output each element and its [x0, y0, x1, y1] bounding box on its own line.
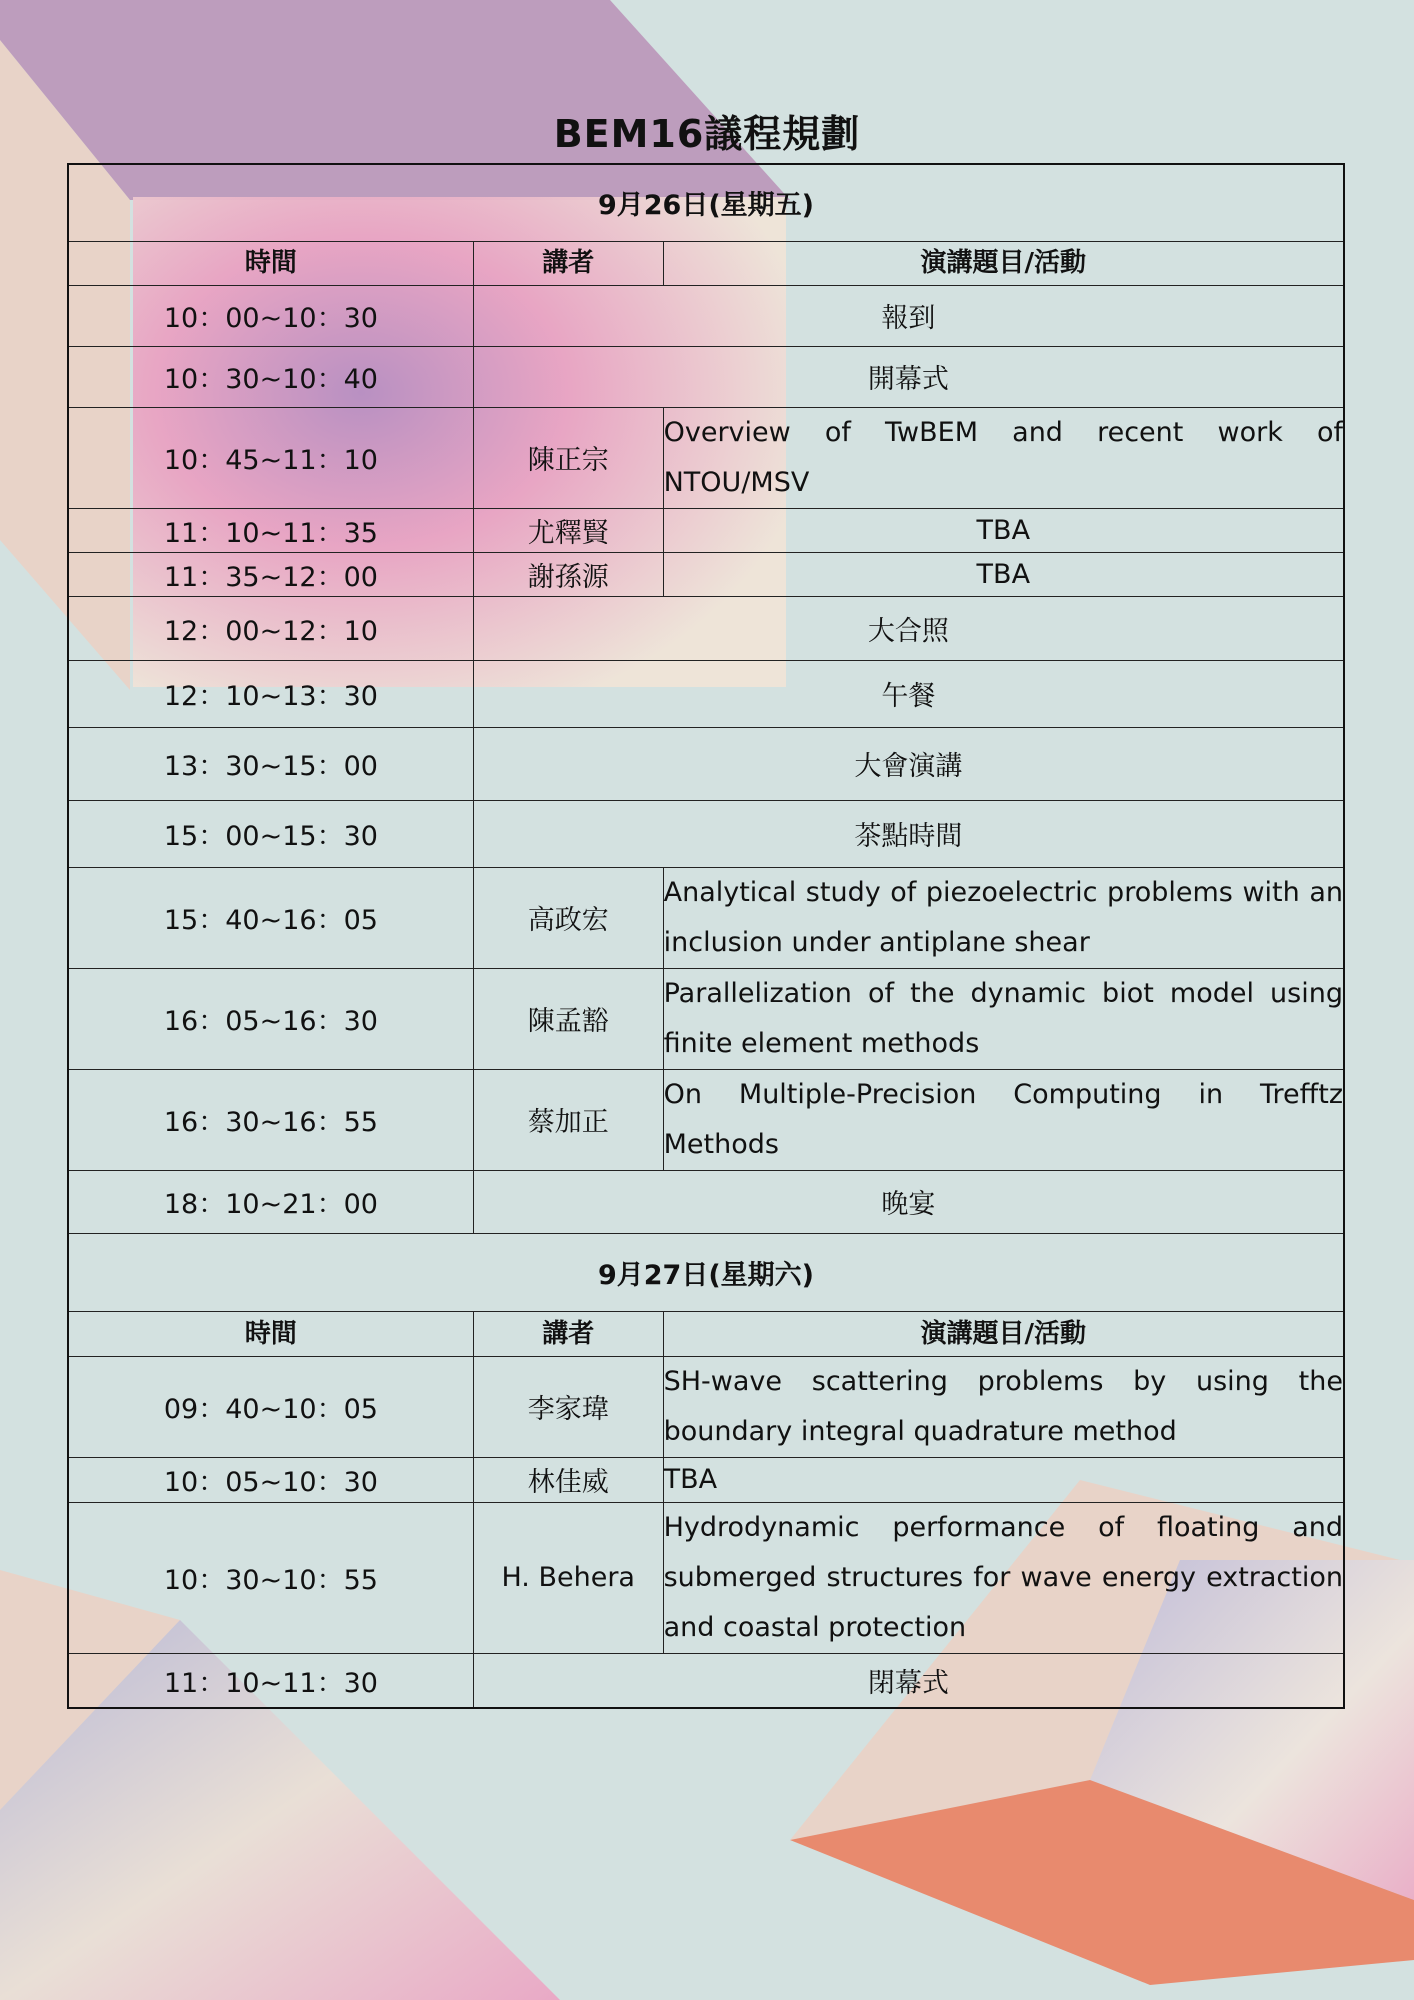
table-row — [68, 407, 1344, 508]
column-header-topic: 演講題目/活動 — [663, 241, 1344, 285]
topic-cell: TBA — [663, 1457, 1344, 1502]
topic-cell: Analytical study of piezoelectric problems with an inclusion under antiplane shear — [663, 867, 1344, 968]
day-header-row — [68, 164, 1344, 241]
activity-cell: 開幕式 — [473, 346, 1344, 407]
activity-cell: 茶點時間 — [473, 800, 1344, 867]
table-row — [68, 1356, 1344, 1457]
table-row — [68, 968, 1344, 1069]
speaker-cell: 陳孟豁 — [473, 968, 663, 1069]
speaker-cell: 謝孫源 — [473, 552, 663, 596]
table-row — [68, 1457, 1344, 1502]
speaker-cell: 林佳威 — [473, 1457, 663, 1502]
time-cell: 10：30~10：40 — [68, 346, 473, 407]
column-header-topic: 演講題目/活動 — [663, 1311, 1344, 1356]
column-header-speaker: 講者 — [473, 241, 663, 285]
speaker-cell: 李家瑋 — [473, 1356, 663, 1457]
time-cell: 13：30~15：00 — [68, 727, 473, 800]
table-row — [68, 346, 1344, 407]
table-row — [68, 596, 1344, 660]
column-header-row — [68, 241, 1344, 285]
day-label: 9月26日(星期五) — [68, 164, 1344, 241]
activity-cell: 晚宴 — [473, 1170, 1344, 1233]
topic-cell: Parallelization of the dynamic biot model using finite element methods — [663, 968, 1344, 1069]
speaker-cell: 尤釋賢 — [473, 508, 663, 552]
table-row — [68, 552, 1344, 596]
time-cell: 11：35~12：00 — [68, 552, 473, 596]
time-cell: 11：10~11：35 — [68, 508, 473, 552]
table-row — [68, 1502, 1344, 1653]
activity-cell: 午餐 — [473, 660, 1344, 727]
column-header-row — [68, 1311, 1344, 1356]
speaker-cell: 高政宏 — [473, 867, 663, 968]
table-row — [68, 1653, 1344, 1708]
topic-cell: Hydrodynamic performance of floating and submerged structures for wave energy extraction and coastal protection — [663, 1502, 1344, 1653]
topic-cell: On Multiple-Precision Computing in Trefftz Methods — [663, 1069, 1344, 1170]
time-cell: 15：00~15：30 — [68, 800, 473, 867]
time-cell: 09：40~10：05 — [68, 1356, 473, 1457]
activity-cell: 報到 — [473, 285, 1344, 346]
activity-cell: 大合照 — [473, 596, 1344, 660]
time-cell: 10：00~10：30 — [68, 285, 473, 346]
page-title: BEM16議程規劃 — [553, 112, 861, 157]
speaker-cell: 蔡加正 — [473, 1069, 663, 1170]
speaker-cell: 陳正宗 — [473, 407, 663, 508]
time-cell: 18：10~21：00 — [68, 1170, 473, 1233]
table-row — [68, 508, 1344, 552]
topic-cell: SH-wave scattering problems by using the boundary integral quadrature method — [663, 1356, 1344, 1457]
time-cell: 12：00~12：10 — [68, 596, 473, 660]
day-label: 9月27日(星期六) — [68, 1233, 1344, 1311]
table-row — [68, 660, 1344, 727]
column-header-time: 時間 — [68, 1311, 473, 1356]
schedule-table — [67, 163, 1345, 1709]
time-cell: 16：05~16：30 — [68, 968, 473, 1069]
activity-cell: 閉幕式 — [473, 1653, 1344, 1708]
time-cell: 16：30~16：55 — [68, 1069, 473, 1170]
topic-cell: Overview of TwBEM and recent work of NTOU/MSV — [663, 407, 1344, 508]
column-header-speaker: 講者 — [473, 1311, 663, 1356]
topic-cell: TBA — [663, 508, 1344, 552]
table-row — [68, 1170, 1344, 1233]
speaker-cell: H. Behera — [473, 1502, 663, 1653]
time-cell: 10：45~11：10 — [68, 407, 473, 508]
table-row — [68, 800, 1344, 867]
activity-cell: 大會演講 — [473, 727, 1344, 800]
day-header-row — [68, 1233, 1344, 1311]
time-cell: 10：05~10：30 — [68, 1457, 473, 1502]
table-row — [68, 1069, 1344, 1170]
time-cell: 11：10~11：30 — [68, 1653, 473, 1708]
table-row — [68, 727, 1344, 800]
topic-cell: TBA — [663, 552, 1344, 596]
time-cell: 15：40~16：05 — [68, 867, 473, 968]
table-row — [68, 285, 1344, 346]
time-cell: 10：30~10：55 — [68, 1502, 473, 1653]
time-cell: 12：10~13：30 — [68, 660, 473, 727]
table-row — [68, 867, 1344, 968]
column-header-time: 時間 — [68, 241, 473, 285]
